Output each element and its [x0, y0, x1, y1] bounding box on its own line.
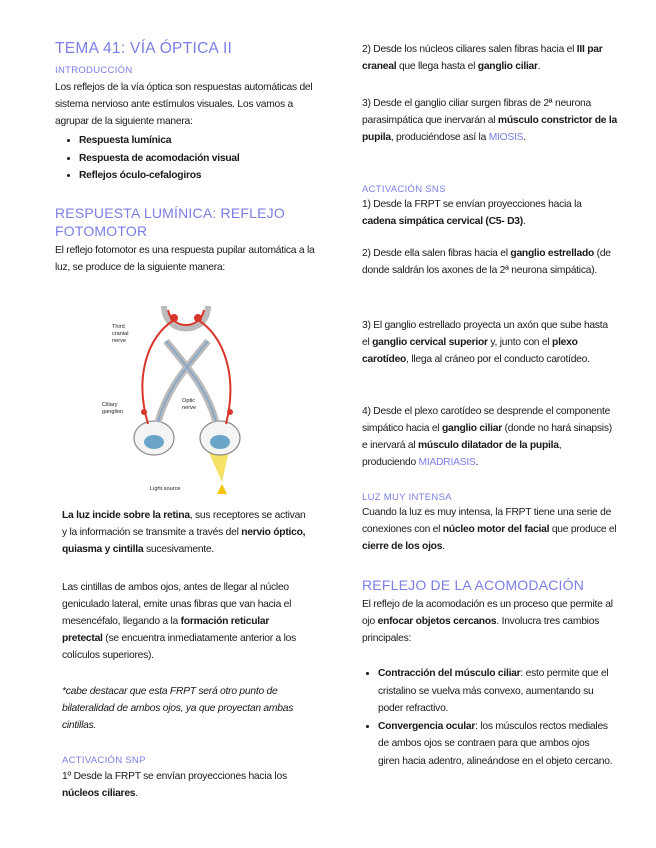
text-span: .: [537, 60, 541, 72]
list-item: [378, 718, 613, 771]
text-span: .: [135, 787, 138, 799]
text-span: , llega al cráneo por el conducto carotídeo.: [406, 353, 590, 365]
bold-span: Convergencia ocular: [378, 720, 476, 732]
page-title: TEMA 41: VÍA ÓPTICA II: [55, 40, 233, 57]
bold-span: núcleo motor del facial: [442, 523, 550, 535]
sns-heading: ACTIVACIÓN SNS: [362, 184, 446, 195]
light-source-label: Light source: [150, 486, 181, 492]
bold-span: enfocar objetos cercanos: [377, 615, 497, 627]
bold-span: ganglio estrellado: [510, 248, 595, 259]
bold-span: plexo carotídeo: [362, 336, 578, 365]
snp-step-1: [62, 769, 310, 803]
intro-text: Los reflejos de la vía óptica son respuestas automáticas del sistema nervioso ante estímulos visuales. Los vamos a agrupar de la siguiente manera:: [55, 82, 313, 127]
text-span: El reflejo de la acomodación es un proceso que permite al ojo: [362, 599, 613, 627]
text-span: .: [523, 131, 526, 143]
photomotor-heading-line2: FOTOMOTOR: [55, 223, 148, 239]
left-ciliary-ganglion: [141, 409, 147, 415]
bold-span: músculo constrictor de la pupila: [362, 114, 617, 143]
midriasis-term: MIADRIASIS: [418, 456, 476, 468]
bold-span: ganglio ciliar: [477, 60, 538, 72]
intense-light-heading: LUZ MUY INTENSA: [362, 492, 452, 503]
accommodation-text: [362, 597, 617, 648]
text-span: .: [475, 456, 479, 468]
accommodation-heading: REFLEJO DE LA ACOMODACIÓN: [362, 577, 585, 593]
italic-note: *cabe destacar que esta FRPT será otro punto de bilateralidad de ambos ojos, ya que proyectan ambas cintillas.: [62, 686, 294, 731]
optic-nerve-label-2: nerve: [182, 405, 196, 411]
sns-step-1: [362, 197, 617, 231]
text-span: (de donde saldrán los axones de la 2ª neurona simpática).: [362, 248, 611, 276]
photomotor-heading: [55, 204, 285, 240]
text-span: , produciendo: [362, 439, 562, 468]
photomotor-heading-line1: RESPUESTA LUMÍNICA: REFLEJO: [55, 205, 285, 221]
text-span: : los músculos rectos mediales de ambos ojos se contraen para que ambos ojos giren hacia adentro, alineándose en el objeto cercano.: [378, 720, 613, 767]
text-span: (se encuentra inmediatamente anterior a los colículos superiores).: [62, 632, 297, 661]
bold-span: nervio óptico, quiasma y cintilla: [62, 526, 306, 555]
text-span: y, junto con el: [487, 336, 553, 348]
text-span: , produciéndose así la: [390, 131, 489, 143]
list-item: • Reflejos óculo-cefalogiros: [79, 167, 319, 185]
bold-span: músculo dilatador de la pupila: [418, 439, 559, 451]
frpt-note: [62, 684, 310, 735]
text-span: 3) Desde el ganglio ciliar surgen fibras de 2ª neurona parasimpática que inervarán al: [362, 98, 591, 126]
right-ciliary-ganglion: [227, 409, 233, 415]
third-nerve-label-2: cranial: [112, 331, 129, 337]
list-item: • Respuesta de acomodación visual: [79, 150, 319, 168]
text-span: .: [522, 215, 526, 227]
text-span: sucesivamente.: [143, 543, 214, 555]
text-span: 4) Desde el plexo carotídeo se desprende el componente simpático hacia el: [362, 406, 611, 434]
text-span: Las cintillas de ambos ojos, antes de llegar al núcleo geniculado lateral, emite unas fibras que van hacia el mesencéfalo, llegando a la: [62, 582, 292, 627]
bold-span: III par craneal: [362, 44, 603, 72]
text-span: que llega hasta el: [396, 60, 478, 72]
miosis-term: MIOSIS: [488, 131, 524, 143]
photomotor-paragraph-2: [62, 580, 310, 665]
intro-heading: INTRODUCCIÓN: [55, 65, 133, 76]
bold-span: La luz incide sobre la retina: [62, 510, 190, 521]
snp-step-2: [362, 42, 617, 76]
pupillary-reflex-diagram: [102, 296, 264, 496]
snp-step-3: [362, 96, 617, 147]
sns-step-3: [362, 318, 617, 369]
snp-heading: ACTIVACIÓN SNP: [62, 755, 146, 766]
text-span: .: [442, 540, 445, 552]
bold-span: Contracción del músculo ciliar: [378, 668, 521, 679]
bold-span: cierre de los ojos: [362, 540, 443, 552]
sns-step-2: [362, 246, 617, 280]
accommodation-list: [362, 665, 613, 770]
text-span: 1) Desde la FRPT se envían proyecciones hacia la: [362, 199, 582, 210]
text-span: Cuando la luz es muy intensa, la FRPT tiene una serie de conexiones con el: [362, 507, 612, 535]
third-nerve-label-1: Third: [112, 324, 125, 330]
bold-span: ganglio ciliar: [441, 422, 502, 434]
bold-span: ganglio cervical superior: [372, 336, 488, 348]
text-span: 2) Desde los núcleos ciliares salen fibras hacia el: [362, 44, 577, 55]
ciliary-label-1: Ciliary: [102, 402, 118, 408]
photomotor-text: El reflejo fotomotor es una respuesta pupilar automática a la luz, se produce de la siguiente manera:: [55, 245, 315, 273]
text-span: , sus receptores se activan y la información se transmite a través del: [62, 510, 306, 538]
list-item: [378, 665, 613, 718]
sns-step-4: [362, 404, 617, 472]
list-item: • Respuesta lumínica: [79, 132, 319, 150]
right-iris: [210, 435, 230, 449]
intro-list: [55, 132, 319, 185]
intense-light-text: [362, 505, 617, 556]
third-nerve-label-3: nerve: [112, 338, 126, 344]
text-span: . Involucra tres cambios principales:: [362, 615, 600, 644]
text-span: 3) El ganglio estrellado proyecta un axón que sube hasta el: [362, 320, 608, 348]
left-third-nerve: [142, 320, 174, 424]
left-iris: [144, 435, 164, 449]
optic-nerve-label-1: Optic: [182, 398, 196, 404]
bold-span: cadena simpática cervical (C5- D3): [362, 215, 523, 227]
text-span: 2) Desde ella salen fibras hacia el: [362, 248, 511, 259]
text-span: : esto permite que el cristalino se vuelva más convexo, aumentando su poder refractivo.: [378, 668, 609, 714]
photomotor-paragraph-1: [62, 508, 310, 559]
light-source-icon: [217, 484, 227, 494]
text-span: que produce el: [549, 523, 617, 535]
ciliary-label-2: ganglion: [102, 409, 124, 415]
text-span: (donde no hará sinapsis) e inervará al: [362, 422, 612, 451]
bold-span: núcleos ciliares: [62, 787, 136, 799]
bold-span: formación reticular pretectal: [62, 615, 270, 644]
text-span: 1º Desde la FRPT se envían proyecciones hacia los: [62, 771, 287, 782]
